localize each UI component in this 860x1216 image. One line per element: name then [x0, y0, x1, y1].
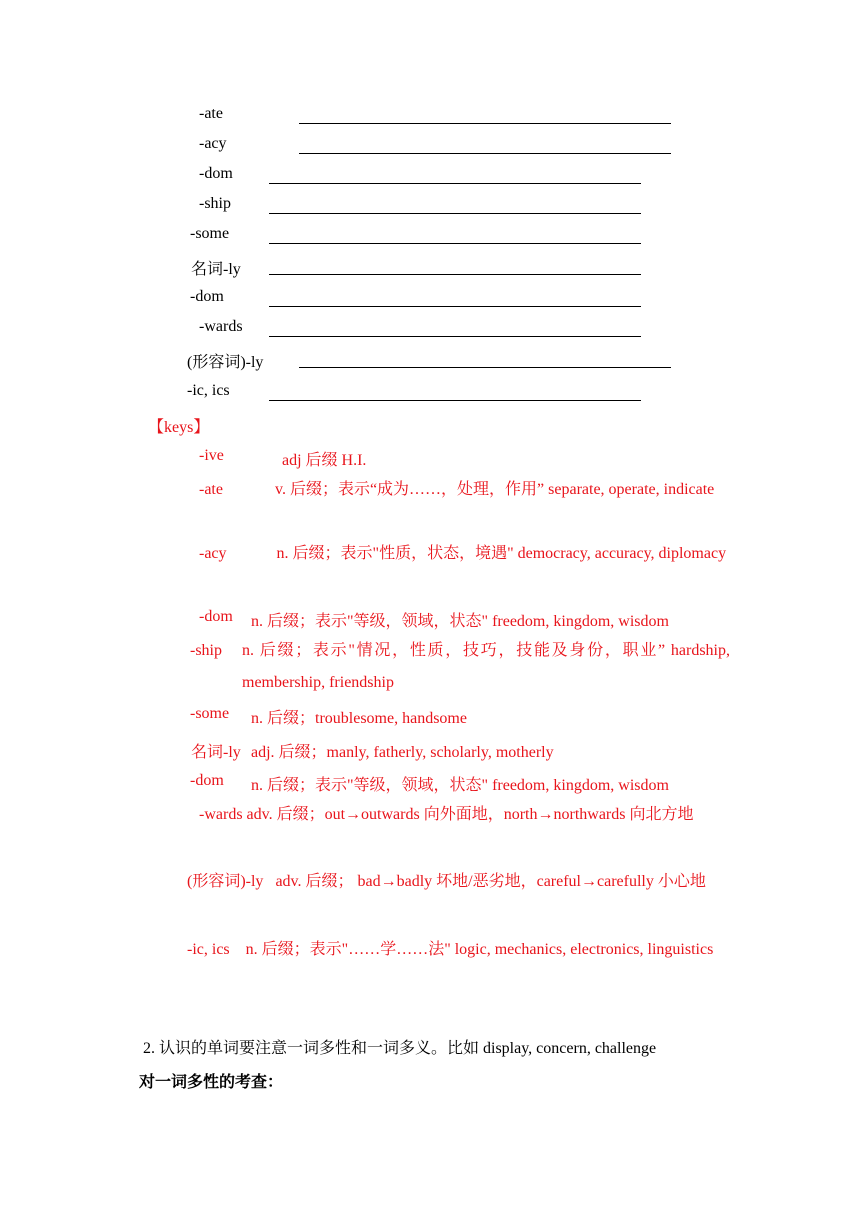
keys-heading: 【keys】 — [148, 419, 210, 436]
exercise-suffix: -ship — [199, 195, 231, 212]
answer-blank[interactable] — [299, 153, 671, 154]
key-text: n. 后缀；表示"等级，领域，状态" freedom, kingdom, wisdom — [251, 777, 669, 794]
answer-blank[interactable] — [299, 123, 671, 124]
key-suffix: (形容词)-ly — [187, 873, 264, 890]
answer-blank[interactable] — [269, 400, 641, 401]
exercise-suffix: 名词-ly — [191, 261, 241, 278]
key-entry — [130, 799, 730, 831]
section-2-line: 2. 认识的单词要注意一词多性和一词多义。比如 display, concern, challenge — [143, 1040, 657, 1057]
exercise-suffix: -acy — [199, 135, 227, 152]
key-suffix: -ic, ics — [187, 941, 230, 958]
exercise-suffix: (形容词)-ly — [187, 354, 264, 371]
exercise-suffix: -ic, ics — [187, 382, 230, 399]
key-text: adj 后缀 H.I. — [282, 452, 367, 469]
answer-blank[interactable] — [269, 336, 641, 337]
key-suffix: -acy — [199, 545, 227, 562]
exercise-suffix: -dom — [199, 165, 233, 182]
answer-blank[interactable] — [269, 213, 641, 214]
key-text: n. 后缀；troublesome, handsome — [251, 710, 467, 727]
key-text: adv. 后缀； bad→badly 坏地/恶劣地，careful→carefully 小心地 — [275, 873, 706, 890]
key-entry — [130, 538, 730, 570]
answer-blank[interactable] — [269, 306, 641, 307]
key-text: n. 后缀；表示"……学……法" logic, mechanics, electronics, linguistics — [245, 941, 714, 958]
key-text: n. 后缀；表示"等级，领域，状态" freedom, kingdom, wisdom — [251, 613, 669, 630]
key-entry — [156, 934, 730, 966]
key-entry — [130, 474, 730, 506]
answer-blank[interactable] — [299, 367, 671, 368]
key-suffix: 名词-ly — [191, 744, 241, 761]
key-text: adj. 后缀；manly, fatherly, scholarly, motherly — [251, 744, 554, 761]
key-suffix: -ive — [199, 447, 224, 464]
answer-blank[interactable] — [269, 274, 641, 275]
exercise-suffix: -wards — [199, 318, 243, 335]
section-2-subheading: 对一词多性的考查： — [139, 1074, 284, 1091]
key-text: n. 后缀；表示"性质，状态，境遇" democracy, accuracy, diplomacy — [276, 545, 727, 562]
exercise-suffix: -ate — [199, 105, 223, 122]
answer-blank[interactable] — [269, 183, 641, 184]
key-text: v. 后缀；表示“成为……，处理，作用” separate, operate, indicate — [274, 481, 715, 498]
key-suffix: -ship — [190, 642, 222, 659]
key-text: adv. 后缀；out→outwards 向外面地，north→northwards 向北方地 — [246, 806, 694, 823]
key-suffix: -ate — [199, 481, 223, 498]
key-suffix: -some — [190, 705, 230, 722]
exercise-suffix: -some — [190, 225, 230, 242]
key-suffix: -dom — [190, 772, 224, 789]
exercise-suffix: -dom — [190, 288, 224, 305]
key-entry — [156, 866, 730, 898]
key-text: n. 后缀；表示"情况，性质，技巧，技能及身份，职业” hardship, membership, friendship — [242, 642, 730, 691]
key-suffix: -wards — [199, 806, 243, 823]
key-suffix: -dom — [199, 608, 233, 625]
answer-blank[interactable] — [269, 243, 641, 244]
